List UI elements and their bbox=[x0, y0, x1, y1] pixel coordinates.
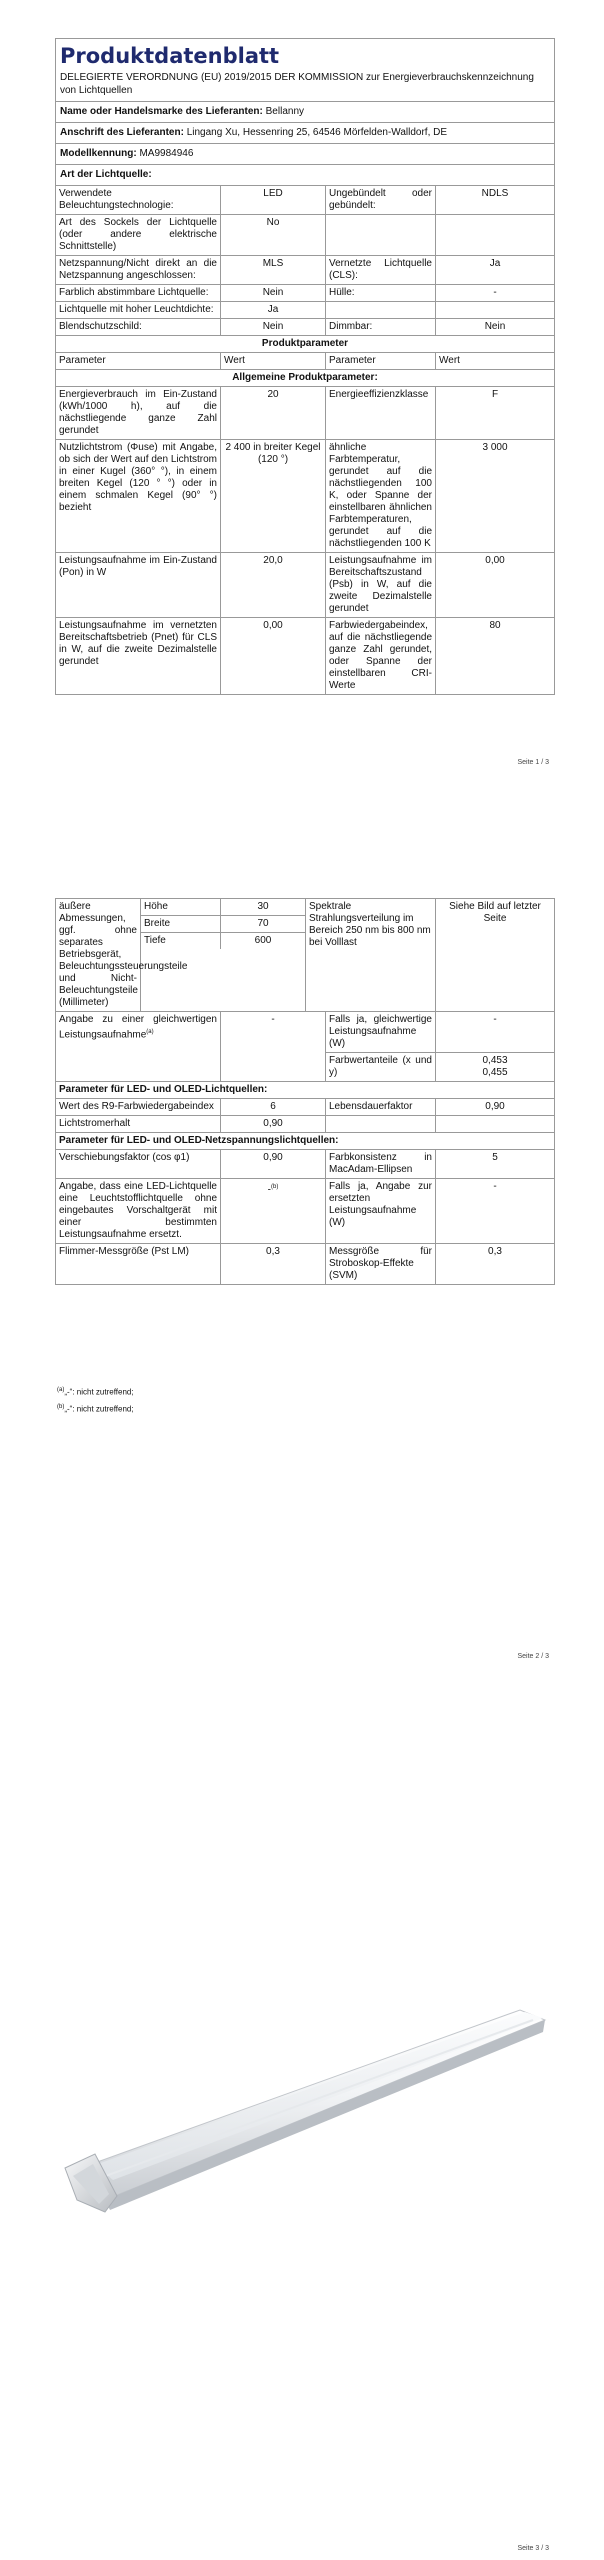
table-row: Energieverbrauch im Ein-Zustand (kWh/1000 h), auf die nächstliegende ganze Zahl gerundet 20 Energieeffizienzklasse F bbox=[56, 387, 554, 440]
lightsource-type-row bbox=[56, 165, 554, 186]
supplier-name-value: Bellanny bbox=[265, 106, 304, 117]
depth-value: 600 bbox=[254, 935, 272, 946]
regulation-text: DELEGIERTE VERORDNUNG (EU) 2019/2015 DER KOMMISSION zur Energieverbrauchskennzeichnung von Lichtquellen bbox=[60, 72, 534, 96]
chromaticity-x: 0,453 bbox=[482, 1055, 508, 1066]
column-header-param: Parameter bbox=[56, 353, 221, 369]
page-1 bbox=[0, 0, 604, 768]
replace-value: - bbox=[267, 1184, 271, 1196]
table-row: Blendschutzschild: Nein Dimmbar: Nein bbox=[56, 319, 554, 336]
product-params-heading: Produktparameter bbox=[261, 338, 349, 349]
column-header-value: Wert bbox=[439, 355, 460, 366]
table-row: Verschiebungsfaktor (cos φ1) 0,90 Farbkonsistenz in MacAdam-Ellipsen 5 bbox=[56, 1150, 554, 1179]
spectrum-value: Siehe Bild auf letzter Seite bbox=[449, 901, 541, 924]
chromaticity-y: 0,455 bbox=[482, 1067, 508, 1078]
footnote-b: „-“: nicht zutreffend; bbox=[64, 1404, 134, 1414]
equivalent-power-label: Falls ja, gleichwertige Leistungsaufnahme (W) bbox=[326, 1012, 436, 1052]
height-label: Höhe bbox=[141, 899, 221, 915]
model-value: MA9984946 bbox=[139, 148, 194, 159]
supplier-address-row bbox=[56, 123, 554, 144]
title-row bbox=[56, 39, 554, 102]
page-title: Produktdatenblatt bbox=[60, 44, 280, 68]
mains-params-heading: Parameter für LED- und OLED-Netzspannungslichtquellen: bbox=[59, 1135, 339, 1146]
footnotes: $^{(a)}$„-“: nicht zutreffend; $^{(b)}$„-“: nicht zutreffend; bbox=[57, 1387, 134, 1414]
table-row: Leistungsaufnahme im Ein-Zustand (Pon) in W 20,0 Leistungsaufnahme im Bereitschaftszustand (Psb) in W, auf die zweite Dezimalstelle gerundet 0,00 bbox=[56, 553, 554, 618]
table-row: Angabe, dass eine LED-Lichtquelle eine Leuchtstofflichtquelle ohne eingebautes Vorschaltgerät mit einer bestimmten Leistungsaufnahme ersetzt. -$^{(b)}$ Falls ja, Angabe zur ersetzten Leistungsaufnahme (W) - bbox=[56, 1179, 554, 1244]
spectrum-label: Spektrale Strahlungsverteilung im Bereich 250 nm bis 800 nm bei Volllast bbox=[306, 899, 436, 1011]
table-row: Flimmer-Messgröße (Pst LM) 0,3 Messgröße für Stroboskop-Effekte (SVM) 0,3 bbox=[56, 1244, 554, 1284]
page-number: Seite 3 / 3 bbox=[517, 2545, 549, 2552]
led-params-heading: Parameter für LED- und OLED-Lichtquellen: bbox=[59, 1084, 268, 1095]
width-label: Breite bbox=[141, 916, 221, 932]
general-params-heading: Allgemeine Produktparameter: bbox=[232, 372, 378, 383]
supplier-name-row bbox=[56, 102, 554, 123]
page-number: Seite 1 / 3 bbox=[517, 759, 549, 766]
width-value: 70 bbox=[257, 918, 269, 929]
model-label: Modellkennung: bbox=[60, 148, 137, 159]
lightsource-type-label: Art der Lichtquelle: bbox=[60, 169, 152, 180]
footnote-a: „-“: nicht zutreffend; bbox=[64, 1387, 134, 1397]
supplier-address-label: Anschrift des Lieferanten: bbox=[60, 127, 184, 138]
datasheet-table-part-1 bbox=[55, 38, 555, 695]
mains-heading-row bbox=[56, 1133, 554, 1150]
table-row: Verwendete Beleuchtungstechnologie: LED Ungebündelt oder gebündelt: NDLS bbox=[56, 186, 554, 215]
page-3 bbox=[0, 1853, 604, 2560]
dimensions-values bbox=[141, 899, 306, 1011]
equivalent-value: - bbox=[221, 1012, 326, 1081]
table-row: Farblich abstimmbare Lichtquelle: Nein Hülle: - bbox=[56, 285, 554, 302]
dimensions-label: äußere Abmessungen, ggf. ohne separates Betriebsgerät, Beleuchtungssteuerungsteile und Nicht-Beleuchtungsteile (Millimeter) bbox=[56, 899, 141, 1011]
page-2 bbox=[0, 853, 604, 1853]
equivalent-row: Angabe zu einer gleichwertigen Leistungsaufnahme$^{(a)}$ - Falls ja, gleichwertige Leistungsaufnahme (W) - Farbwertanteile (x und y) 0,453 0,455 bbox=[56, 1012, 554, 1082]
depth-label: Tiefe bbox=[141, 933, 221, 949]
table-row: Lichtstromerhalt 0,90 bbox=[56, 1116, 554, 1133]
chromaticity-label: Farbwertanteile (x und y) bbox=[326, 1053, 436, 1081]
led-heading-row bbox=[56, 1082, 554, 1099]
table-row: Netzspannung/Nicht direkt an die Netzspannung angeschlossen: MLS Vernetzte Lichtquelle (CLS): Ja bbox=[56, 256, 554, 285]
height-value: 30 bbox=[257, 901, 269, 912]
led-batten-light-image bbox=[55, 2000, 555, 2220]
equivalent-power-value: - bbox=[493, 1014, 497, 1025]
table-row: Art des Sockels der Lichtquelle (oder andere elektrische Schnittstelle) No bbox=[56, 215, 554, 256]
dimensions-row bbox=[56, 899, 554, 1012]
model-row bbox=[56, 144, 554, 165]
table-row: Nutzlichtstrom (Φuse) mit Angabe, ob sich der Wert auf den Lichtstrom in einer Kugel (360° °), in einem breiten Kegel (120 ° °) oder in einem schmalen Kegel (90° °) bezieht 2 400 in breiter Kegel (120 °) ähnliche Farbtemperatur, gerundet auf die nächstliegenden 100 K, oder Spanne der einstellbaren ähnlichen Farbtemperaturen, gerundet auf die nächstliegenden 100 K 3 000 bbox=[56, 440, 554, 553]
table-row: Leistungsaufnahme im vernetzten Bereitschaftsbetrieb (Pnet) für CLS in W, auf die zweite Dezimalstelle gerundet 0,00 Farbwiedergabeindex, auf die nächstliegende ganze Zahl gerundet, oder Spanne der einstellbaren CRI-Werte 80 bbox=[56, 618, 554, 694]
column-header-value: Wert bbox=[221, 353, 326, 369]
supplier-name-label: Name oder Handelsmarke des Lieferanten: bbox=[60, 106, 263, 117]
column-header-row bbox=[56, 353, 554, 370]
datasheet-table-part-2 bbox=[55, 898, 555, 1285]
table-row: Wert des R9-Farbwiedergabeindex 6 Lebensdauerfaktor 0,90 bbox=[56, 1099, 554, 1116]
supplier-address-value: Lingang Xu, Hessenring 25, 64546 Mörfelden-Walldorf, DE bbox=[186, 127, 448, 138]
product-params-heading-row bbox=[56, 336, 554, 353]
general-params-heading-row bbox=[56, 370, 554, 387]
column-header-param: Parameter bbox=[326, 353, 436, 369]
page-number: Seite 2 / 3 bbox=[517, 1653, 549, 1660]
equivalent-label: Angabe zu einer gleichwertigen Leistungsaufnahme bbox=[59, 1014, 217, 1041]
table-row: Lichtquelle mit hoher Leuchtdichte: Ja bbox=[56, 302, 554, 319]
